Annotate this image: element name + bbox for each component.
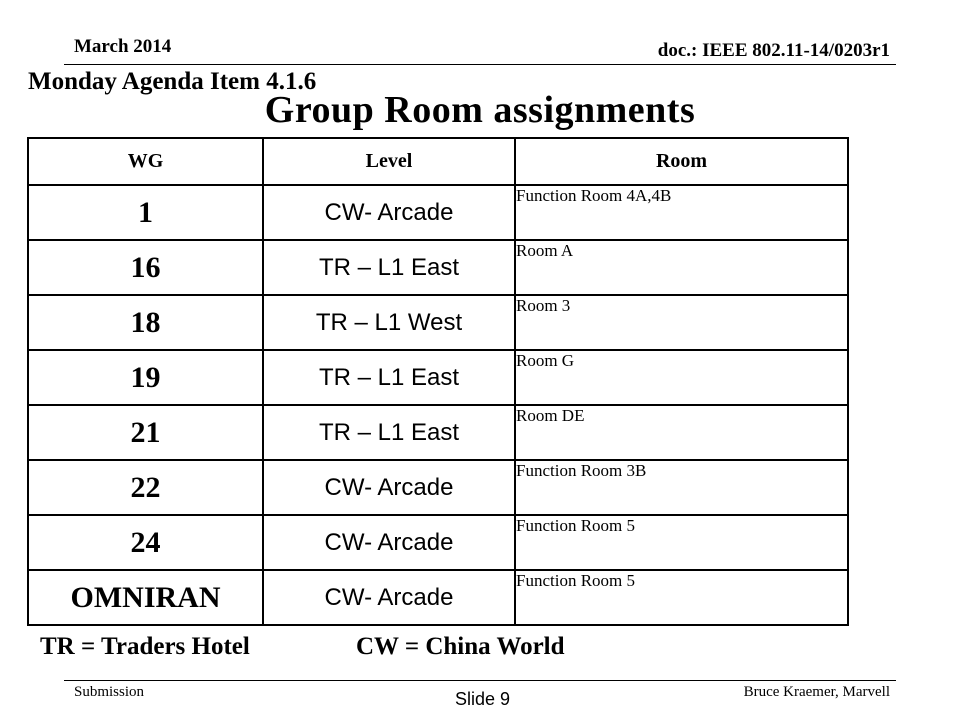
table-row — [28, 240, 848, 295]
wg-cell: 18 — [28, 295, 263, 350]
level-cell: TR – L1 West — [263, 295, 515, 350]
header-room: Room — [515, 138, 848, 185]
room-assignment-table — [27, 137, 849, 626]
room-cell: Function Room 5 — [515, 570, 848, 625]
table-row — [28, 350, 848, 405]
table-row — [28, 570, 848, 625]
level-cell: TR – L1 East — [263, 350, 515, 405]
level-cell: TR – L1 East — [263, 240, 515, 295]
wg-cell: OMNIRAN — [28, 570, 263, 625]
wg-cell: 24 — [28, 515, 263, 570]
table-row — [28, 185, 848, 240]
room-cell: Room A — [515, 240, 848, 295]
room-cell: Function Room 4A,4B — [515, 185, 848, 240]
table-row — [28, 460, 848, 515]
header-doc-id: doc.: IEEE 802.11-14/0203r1 — [657, 40, 890, 61]
header-date: March 2014 — [74, 36, 172, 57]
room-cell: Room 3 — [515, 295, 848, 350]
table-header-row — [28, 138, 848, 185]
header-divider — [64, 64, 896, 65]
footer-submission: Submission — [74, 684, 145, 700]
level-cell: CW- Arcade — [263, 515, 515, 570]
wg-cell: 1 — [28, 185, 263, 240]
wg-cell: 19 — [28, 350, 263, 405]
table-row — [28, 515, 848, 570]
level-cell: CW- Arcade — [263, 570, 515, 625]
header-level: Level — [263, 138, 515, 185]
slide-title: Group Room assignments — [264, 89, 696, 131]
table-row — [28, 295, 848, 350]
room-cell: Function Room 5 — [515, 515, 848, 570]
footer-author: Bruce Kraemer, Marvell — [743, 684, 890, 700]
legend-traders-hotel: TR = Traders Hotel — [40, 633, 250, 660]
header-wg: WG — [28, 138, 263, 185]
wg-cell: 22 — [28, 460, 263, 515]
wg-cell: 16 — [28, 240, 263, 295]
legend-china-world: CW = China World — [356, 633, 565, 660]
room-cell: Room G — [515, 350, 848, 405]
room-cell: Room DE — [515, 405, 848, 460]
level-cell: TR – L1 East — [263, 405, 515, 460]
slide-number: Slide 9 — [455, 689, 511, 709]
agenda-item: Monday Agenda Item 4.1.6 — [28, 68, 317, 95]
wg-cell: 21 — [28, 405, 263, 460]
level-cell: CW- Arcade — [263, 185, 515, 240]
room-cell: Function Room 3B — [515, 460, 848, 515]
level-cell: CW- Arcade — [263, 460, 515, 515]
table-row — [28, 405, 848, 460]
footer-divider — [64, 680, 896, 681]
